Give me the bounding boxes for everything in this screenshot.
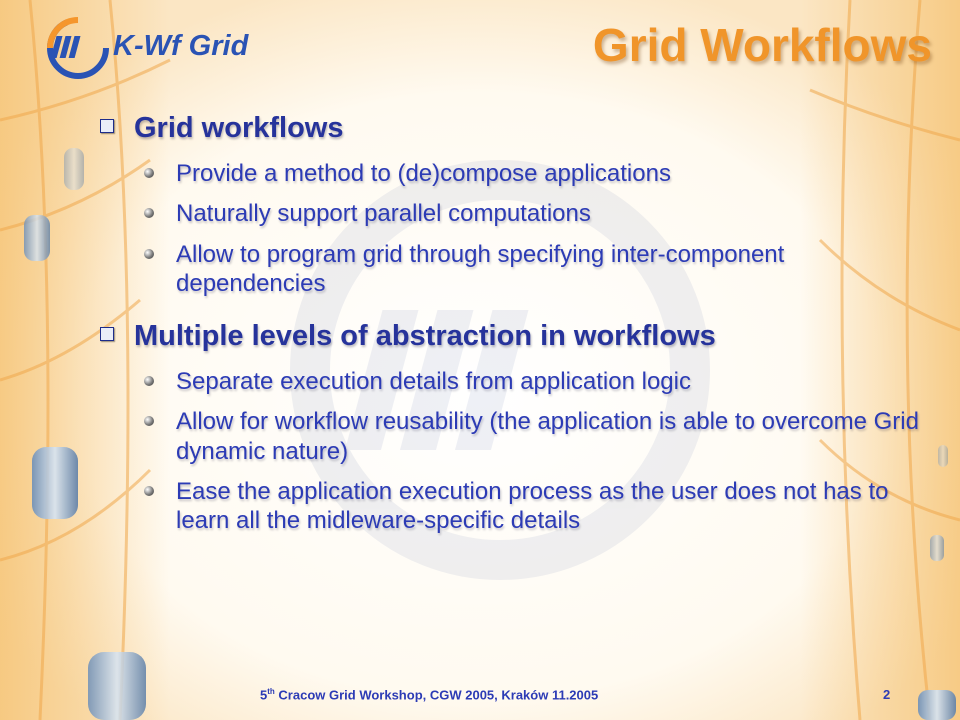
bullet-item (144, 407, 930, 466)
section-heading (100, 320, 930, 353)
logo-text: K-Wf Grid (113, 30, 249, 62)
round-bullet-icon (144, 376, 154, 386)
bullet-text: Ease the application execution process as the user does not has to learn all the midleware-specific details (176, 477, 889, 535)
slide-footer (260, 687, 598, 702)
slide-title: Grid Workflows (592, 19, 932, 71)
k-wf-grid-logo (38, 8, 278, 88)
bullet-text: Allow for workflow reusability (the application is able to overcome Grid dynamic nature) (176, 408, 919, 465)
section-heading-text: Grid workflows (134, 112, 344, 144)
page-number: 2 (883, 687, 891, 702)
round-bullet-icon (144, 486, 154, 496)
round-bullet-icon (144, 249, 154, 259)
bullet-item (144, 159, 930, 188)
square-bullet-icon (100, 119, 114, 133)
footer-number: 5 (260, 687, 268, 703)
slide-content (100, 112, 930, 546)
bullet-text: Separate execution details from application logic (176, 368, 691, 396)
bullet-text: Allow to program grid through specifying inter-component dependencies (176, 240, 785, 297)
square-bullet-icon (100, 327, 114, 341)
bullet-text: Provide a method to (de)compose applications (176, 160, 671, 187)
footer-superscript: th (267, 687, 275, 696)
footer-text: Cracow Grid Workshop, CGW 2005, Kraków 11.2005 (274, 687, 599, 703)
bullet-item (144, 240, 930, 299)
bullet-item (144, 199, 930, 228)
round-bullet-icon (144, 168, 154, 178)
section-heading-text: Multiple levels of abstraction in workflows (134, 320, 716, 353)
section-heading (100, 112, 930, 145)
round-bullet-icon (144, 208, 154, 218)
bullet-text: Naturally support parallel computations (176, 200, 591, 228)
round-bullet-icon (144, 416, 154, 426)
bullet-item (144, 477, 930, 536)
bullet-item (144, 367, 930, 396)
